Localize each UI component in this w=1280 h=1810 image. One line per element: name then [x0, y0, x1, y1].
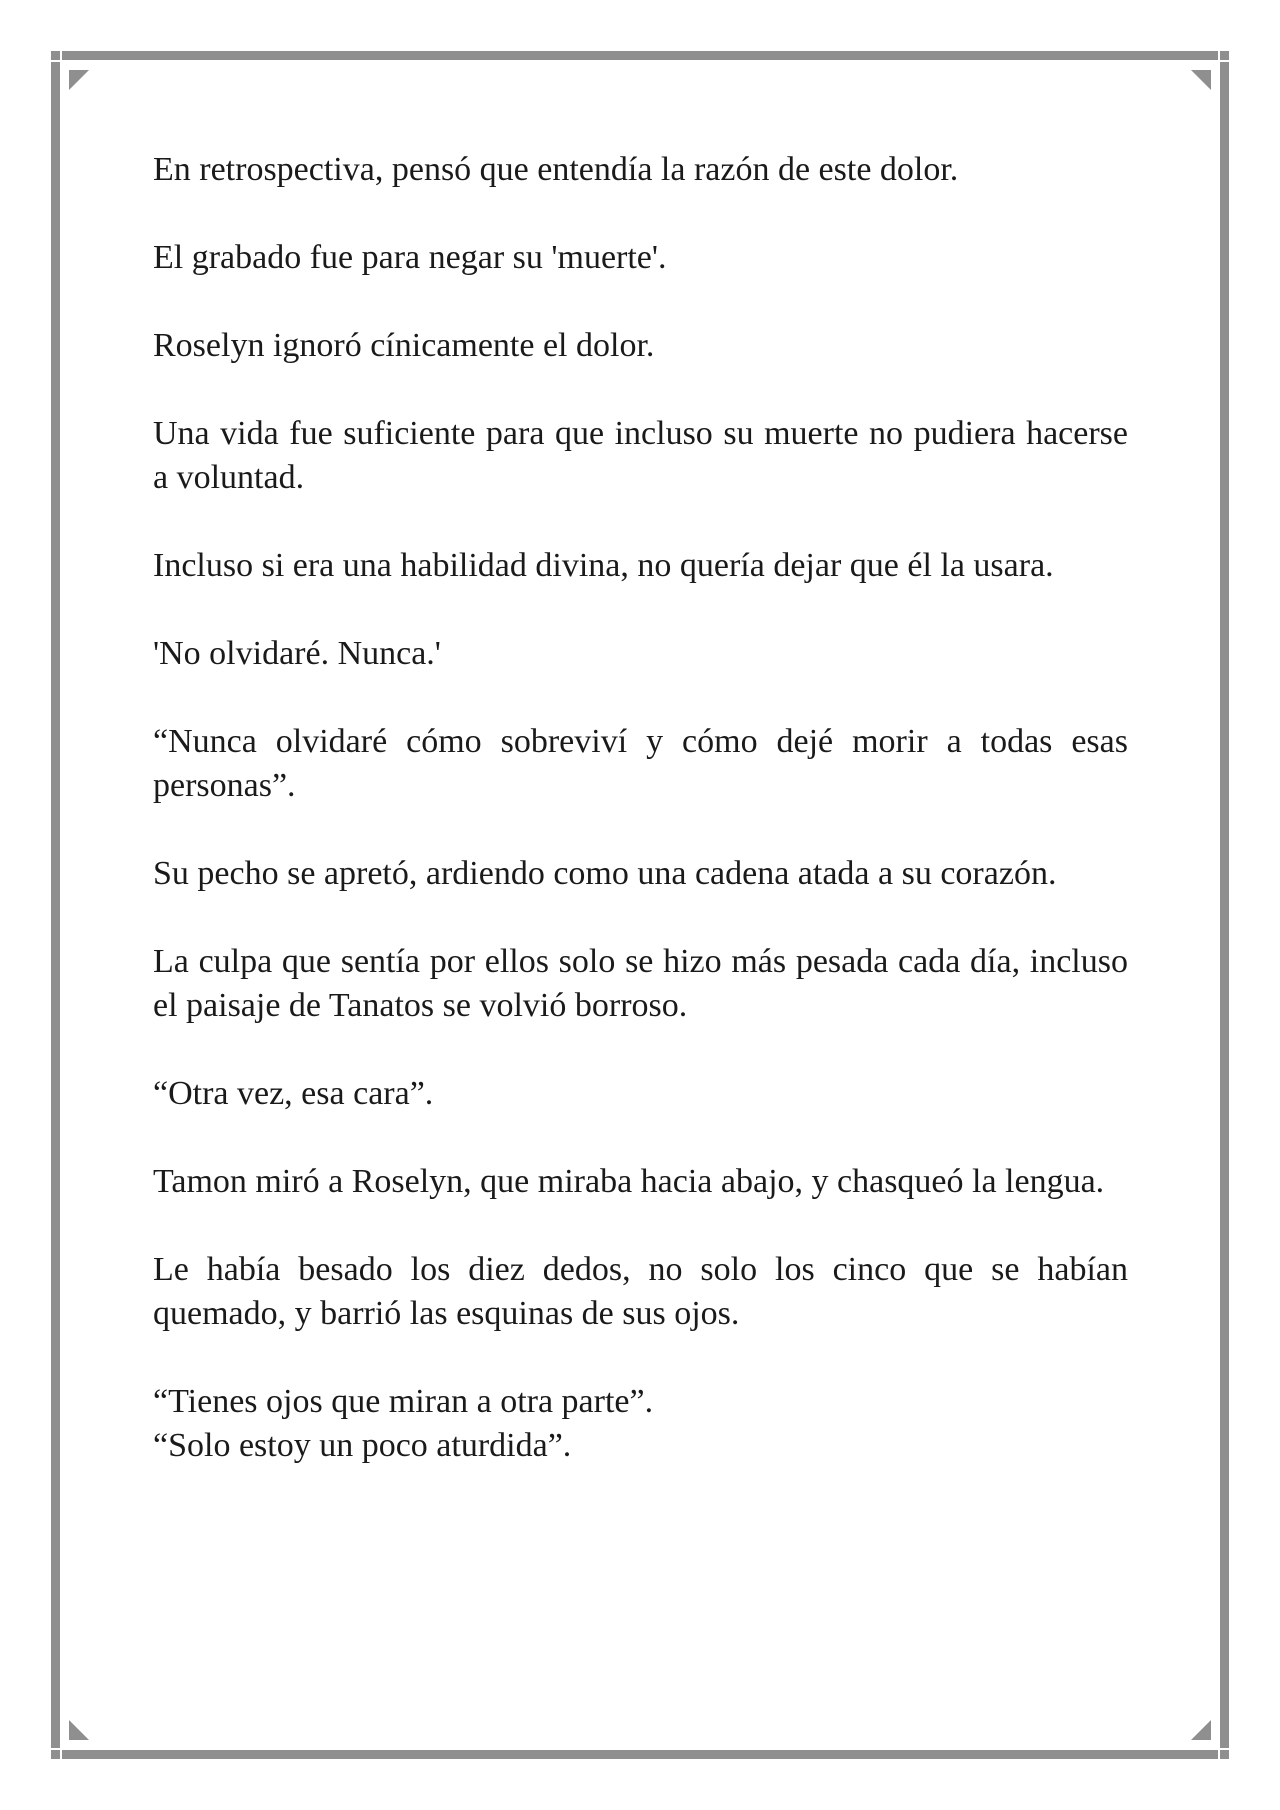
paragraph: Roselyn ignoró cínicamente el dolor. [153, 327, 655, 364]
paragraph: Una vida fue suficiente para que incluso su muerte no pudiera hacerse a voluntad. [153, 415, 1128, 496]
corner-triangle-bottom-left [69, 1720, 89, 1740]
paragraph: El grabado fue para negar su 'muerte'. [153, 239, 667, 276]
paragraph: Su pecho se apretó, ardiendo como una cadena atada a su corazón. [153, 855, 1057, 892]
corner-ornament-top-right [1214, 51, 1229, 66]
paragraph: Le había besado los diez dedos, no solo los cinco que se habían quemado, y barrió las esquinas de sus ojos. [153, 1251, 1128, 1332]
corner-ornament-bottom-right [1214, 1744, 1229, 1759]
paragraph: “Otra vez, esa cara”. [153, 1075, 434, 1112]
border-right-bar [1220, 62, 1229, 1748]
corner-ornament-top-left [51, 51, 66, 66]
paragraph: La culpa que sentía por ellos solo se hizo más pesada cada día, incluso el paisaje de Tanatos se volvió borroso. [153, 943, 1128, 1024]
page-text [153, 148, 1128, 1468]
corner-ornament-bottom-left [51, 1744, 66, 1759]
corner-triangle-bottom-right [1191, 1720, 1211, 1740]
paragraph: 'No olvidaré. Nunca.' [153, 635, 441, 672]
paragraph: “Tienes ojos que miran a otra parte”. [153, 1383, 654, 1420]
paragraph: En retrospectiva, pensó que entendía la razón de este dolor. [153, 151, 959, 188]
paragraph: Tamon miró a Roselyn, que miraba hacia abajo, y chasqueó la lengua. [153, 1163, 1105, 1200]
paragraph: Incluso si era una habilidad divina, no quería dejar que él la usara. [153, 547, 1054, 584]
border-bottom-bar [62, 1750, 1218, 1759]
border-top-bar [62, 51, 1218, 60]
corner-triangle-top-right [1191, 70, 1211, 90]
paragraph: “Nunca olvidaré cómo sobreviví y cómo dejé morir a todas esas personas”. [153, 723, 1128, 804]
paragraph: “Solo estoy un poco aturdida”. [153, 1427, 572, 1464]
corner-triangle-top-left [69, 70, 89, 90]
border-left-bar [51, 62, 60, 1748]
